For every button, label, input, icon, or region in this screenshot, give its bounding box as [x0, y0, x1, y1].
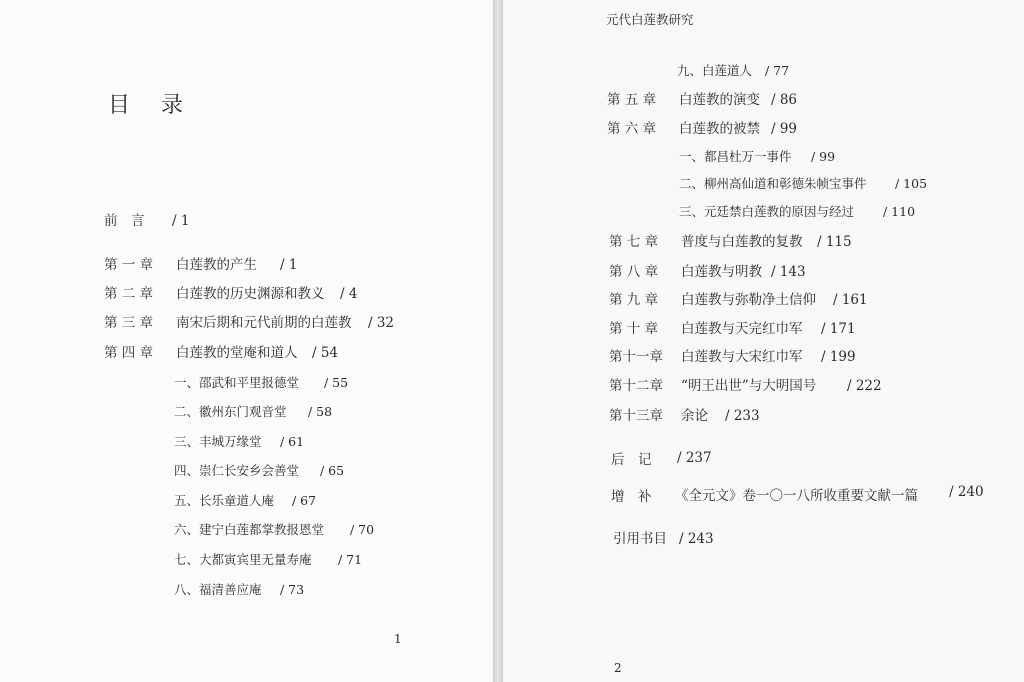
left-page — [0, 0, 493, 682]
chapter-page: / 115 — [817, 234, 852, 250]
section-page: / 99 — [811, 149, 836, 164]
chapter-title: 白莲教的被禁 — [679, 121, 760, 137]
section-title: 三、丰城万缘堂 — [174, 434, 262, 449]
chapter-title: 白莲教的历史渊源和教义 — [176, 286, 325, 302]
chapter-page: / 4 — [340, 286, 358, 302]
section-page: / 73 — [280, 582, 305, 597]
section-page: / 67 — [292, 493, 317, 508]
supplement-page: / 240 — [949, 484, 984, 500]
chapter-number: 第 一 章 — [104, 257, 154, 273]
chapter-number: 第 二 章 — [104, 286, 154, 302]
references-label: 引用书目 — [613, 531, 667, 547]
section-page: / 58 — [308, 404, 333, 419]
chapter-title: 白莲教的堂庵和道人 — [176, 345, 298, 361]
section-page: / 55 — [324, 375, 349, 390]
chapter-page: / 99 — [771, 121, 798, 137]
chapter-title: 余论 — [681, 408, 708, 424]
references-page: / 243 — [679, 531, 714, 547]
section-title: 一、邵武和平里报德堂 — [174, 375, 300, 390]
section-title: 五、长乐童道人庵 — [174, 493, 275, 508]
chapter-number: 第十二章 — [609, 378, 663, 394]
page-title: 目 录 — [108, 93, 195, 118]
section-page: / 61 — [280, 434, 305, 449]
supplement-label: 增 补 — [611, 489, 652, 505]
chapter-number: 第 七 章 — [609, 234, 659, 250]
chapter-title: 普度与白莲教的复教 — [681, 234, 803, 250]
chapter-page: / 161 — [833, 292, 868, 308]
section-title: 六、建宁白莲都掌教报恩堂 — [174, 522, 325, 537]
chapter-page: / 86 — [771, 92, 798, 108]
chapter-title: 南宋后期和元代前期的白莲教 — [176, 315, 352, 331]
chapter-title: 白莲教与明教 — [681, 264, 762, 280]
chapter-number: 第 三 章 — [104, 315, 154, 331]
section-title: 七、大都寅宾里无量寿庵 — [174, 552, 312, 567]
page-number: 2 — [614, 661, 622, 675]
section-page: / 110 — [883, 204, 916, 219]
section-title: 二、柳州高仙道和彰德朱帧宝事件 — [679, 176, 867, 191]
section-title: 三、元廷禁白莲教的原因与经过 — [679, 204, 855, 219]
supplement-title: 《全元文》卷一〇一八所收重要文献一篇 — [675, 488, 918, 504]
chapter-page: / 222 — [847, 378, 882, 394]
chapter-title: “明王出世”与大明国号 — [681, 378, 817, 394]
chapter-page: / 199 — [821, 349, 856, 365]
section-title: 一、都昌杜万一事件 — [679, 149, 792, 164]
chapter-title: 白莲教的演变 — [679, 92, 760, 108]
afterword-page: / 237 — [677, 450, 712, 466]
section-page: / 70 — [350, 522, 375, 537]
chapter-page: / 32 — [368, 315, 395, 331]
section-title: 九、白莲道人 — [677, 63, 753, 78]
right-page — [503, 0, 1024, 682]
chapter-number: 第 五 章 — [607, 92, 657, 108]
chapter-number: 第 八 章 — [609, 264, 659, 280]
book-gutter — [493, 0, 503, 682]
chapter-page: / 54 — [312, 345, 339, 361]
chapter-page: / 171 — [821, 321, 856, 337]
page-number: 1 — [394, 632, 402, 646]
chapter-number: 第 十 章 — [609, 321, 659, 337]
section-page: / 105 — [895, 176, 928, 191]
chapter-number: 第十三章 — [609, 408, 663, 424]
chapter-title: 白莲教与弥勒净土信仰 — [681, 292, 816, 308]
section-title: 二、徽州东门观音堂 — [174, 404, 287, 419]
section-title: 八、福清善应庵 — [174, 582, 262, 597]
chapter-number: 第 六 章 — [607, 121, 657, 137]
chapter-page: / 233 — [725, 408, 760, 424]
chapter-page: / 1 — [280, 257, 298, 273]
section-page: / 65 — [320, 463, 345, 478]
chapter-page: / 143 — [771, 264, 806, 280]
chapter-title: 白莲教与大宋红巾军 — [681, 349, 803, 365]
section-title: 四、崇仁长安乡会善堂 — [174, 463, 300, 478]
running-header: 元代白莲教研究 — [606, 12, 694, 27]
chapter-title: 白莲教与天完红巾军 — [681, 321, 803, 337]
chapter-title: 白莲教的产生 — [176, 257, 257, 273]
preface-page: / 1 — [172, 213, 190, 229]
afterword-label: 后 记 — [611, 452, 652, 468]
preface-label: 前 言 — [104, 213, 145, 229]
section-page: / 71 — [338, 552, 363, 567]
chapter-number: 第十一章 — [609, 349, 663, 365]
section-page: / 77 — [765, 63, 790, 78]
chapter-number: 第 九 章 — [609, 292, 659, 308]
chapter-number: 第 四 章 — [104, 345, 154, 361]
